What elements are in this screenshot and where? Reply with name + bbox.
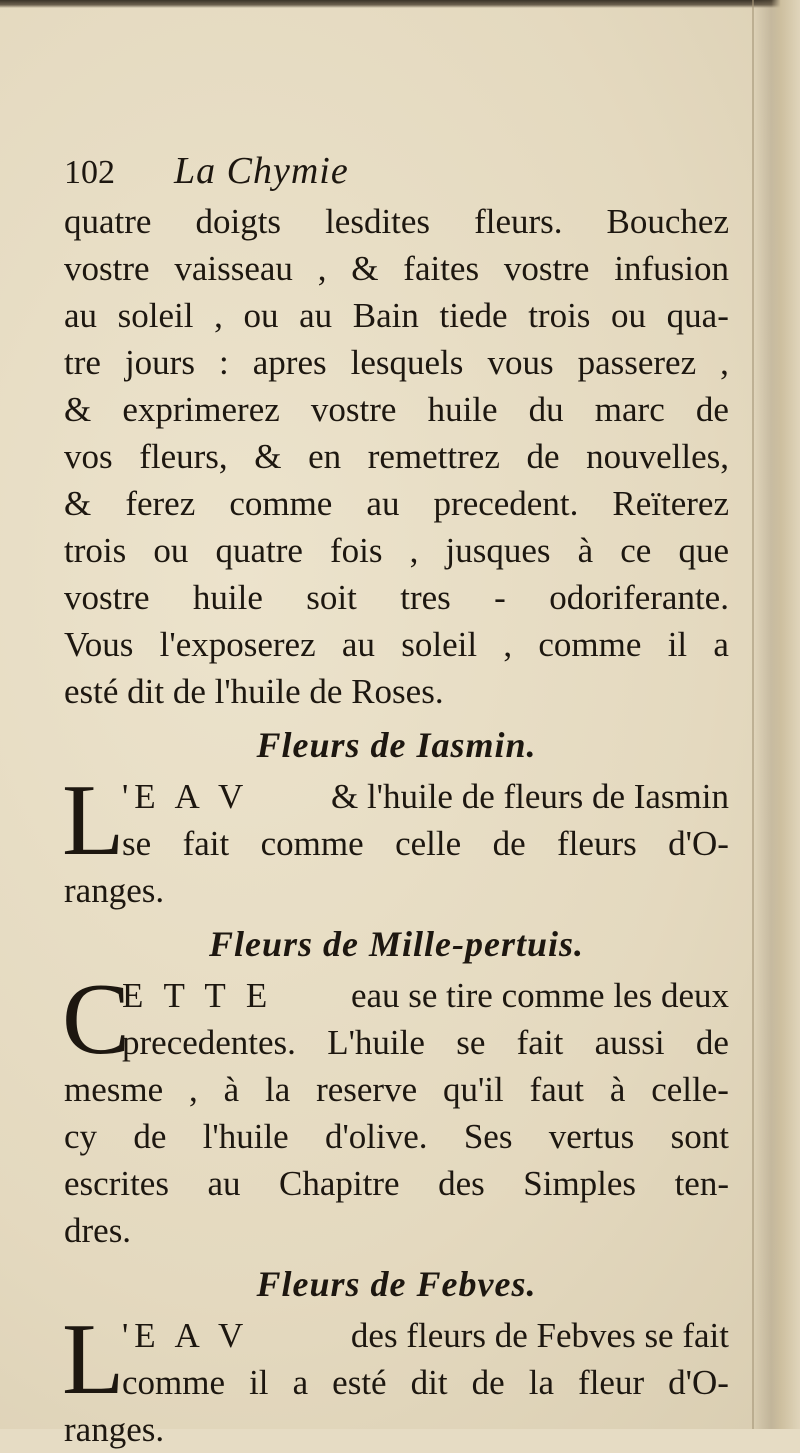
section-heading: Fleurs de Mille-pertuis. [208,924,585,964]
text-line: vos fleurs, & en remettrez de nouvelles, [64,437,729,476]
smallcaps-word: 'E A V [122,1316,250,1355]
text-line: au soleil , ou au Bain tiede trois ou qua- [64,296,729,335]
text-line: trois ou quatre fois , jusques à ce que [64,531,729,570]
section-paragraph [62,1303,729,1453]
text-line: esté dit de l'huile de Roses. [64,672,444,711]
text-line: & ferez comme au precedent. Reïterez [64,484,729,523]
text-line: ranges. [64,1410,165,1449]
running-title: La Chymie [174,150,349,192]
page-text [64,148,729,1453]
drop-cap: C [62,963,131,1076]
text-line: precedentes. L'huile se fait aussi de [122,1023,729,1062]
drop-cap: L [62,1303,125,1416]
text-line [64,972,729,1019]
text-line: quatre doigts lesdites fleurs. Bouchez [64,202,729,241]
text-span: & l'huile de fleurs de Iasmin [330,777,729,816]
section-paragraph [62,764,729,914]
text-line: cy de l'huile d'olive. Ses vertus sont [64,1117,729,1156]
running-head [64,148,729,198]
text-line: & exprimerez vostre huile du marc de [64,390,729,429]
page-top-edge [0,0,800,8]
drop-cap: L [62,764,125,877]
text-line: tre jours : apres lesquels vous passerez , [64,343,729,382]
text-line [64,1312,729,1359]
section-heading: Fleurs de Febves. [256,1264,537,1304]
text-line: escrites au Chapitre des Simples ten- [64,1164,729,1203]
text-span: des fleurs de Febves se fait [350,1316,729,1355]
page-gutter [752,0,800,1429]
text-span: eau se tire comme les deux [350,976,729,1015]
page-number: 102 [64,154,115,191]
intro-paragraph [64,198,729,715]
section-paragraph [62,963,729,1254]
page-fold [752,0,754,1429]
text-line: se fait comme celle de fleurs d'O- [122,824,729,863]
text-line [64,773,729,820]
text-line: comme il a esté dit de la fleur d'O- [122,1363,729,1402]
text-line: vostre huile soit tres - odoriferante. [64,578,729,617]
smallcaps-word: 'E A V [122,777,250,816]
text-line: ranges. [64,871,165,910]
text-line: dres. [64,1211,132,1250]
text-line: mesme , à la reserve qu'il faut à celle- [64,1070,729,1109]
section-heading: Fleurs de Iasmin. [256,725,537,765]
text-line: vostre vaisseau , & faites vostre infusion [64,249,729,288]
smallcaps-word: E T T E [122,976,274,1015]
text-line: Vous l'exposerez au soleil , comme il a [64,625,729,664]
